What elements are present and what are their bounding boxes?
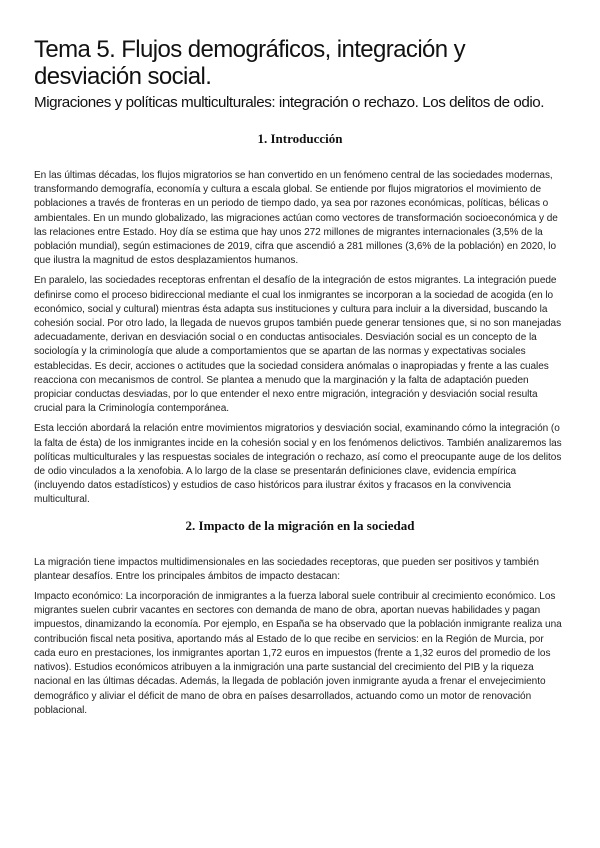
paragraph: La migración tiene impactos multidimensionales en las sociedades receptoras, que pueden ser positivos y también plantear desafíos. Entre los principales ámbitos de impacto destacan: [34,556,539,582]
paragraph: En paralelo, las sociedades receptoras enfrentan el desafío de la integración de estos migrantes. La integración puede definirse como el proceso bidireccional mediante el cual los inmigrantes se incorporan a la sociedad de acogida (en lo económico, social y cultural) mientras ésta adapta sus instituciones y cultura para incluir a la diversidad, buscando la cohesión social. Por otro lado, la llegada de nuevos grupos también puede generar tensiones que, si no son manejadas adecuadamente, derivan en desviación social o en conductas antisociales. Desviación social es un concepto de la sociología y la criminología que alude a comportamientos que se apartan de las normas y expectativas sociales establecidas. Es decir, acciones o actitudes que la sociedad considera anómalas o inapropiadas y frente a las cuales reacciona con mecanismos de control. Se plantea a menudo que la marginación y la falta de adaptación pueden propiciar conductas desviadas, por lo que entender el nexo entre migración, integración y desviación social resulta crucial para la Criminología contemporánea. [34,275,562,415]
document-title: Tema 5. Flujos demográficos, integración y desviación social. [34,36,466,90]
document-subtitle: Migraciones y políticas multiculturales: integración o rechazo. Los delitos de odio. [34,94,545,111]
section-heading-introduccion: 1. Introducción [257,131,343,146]
paragraph: Impacto económico: La incorporación de inmigrantes a la fuerza laboral suele contribuir al crecimiento económico. Los migrantes suelen cubrir vacantes en sectores con demanda de mano de obra, aportan nuevas habilidades y pagan impuestos, dinamizando la economía. Por ejemplo, en España se ha observado que la población inmigrante realiza una contribución fiscal neta positiva, aportando más al Estado de lo que recibe en servicios: en la Región de Murcia, por cada euro en prestaciones, los inmigrantes aportan 1,72 euros en impuestos (frente a 1,32 euros del promedio de los nativos). Estudios económicos atribuyen a la inmigración una parte sustancial del crecimiento del PIB y la riqueza nacional en las últimas décadas. Además, la llegada de población joven inmigrante ayuda a frenar el envejecimiento demográfico y aliviar el déficit de mano de obra en países desarrollados, actuando como un motor de renovación poblacional. [34,591,562,716]
section-heading-impacto: 2. Impacto de la migración en la sociedad [185,517,415,533]
paragraph: Esta lección abordará la relación entre movimientos migratorios y desviación social, examinando cómo la integración (o la falta de ésta) de los inmigrantes incide en la cohesión social y en los fenómenos delictivos. También analizaremos las políticas multiculturales y las respuestas sociales de integración o rechazo, así como el preocupante auge de los delitos de odio vinculados a la xenofobia. A lo largo de la clase se presentarán definiciones clave, evidencia empírica (incluyendo datos estadísticos) y estudios de caso históricos para ilustrar éxitos y fracasos en la convivencia multicultural. [34,423,562,506]
paragraph: En las últimas décadas, los flujos migratorios se han convertido en un fenómeno central de las sociedades modernas, transformando demografía, economía y cultura a escala global. Se entiende por flujos migratorios el movimiento de poblaciones a través de fronteras en un periodo de tiempo dado, ya sea por razones económicas, políticas, bélicas o ambientales. En un mundo globalizado, las migraciones actúan como vectores de transformación socioeconómica y de las relaciones entre Estado. Hoy día se estima que hay unos 272 millones de migrantes internacionales (3,5% de la población mundial), según estimaciones de 2019, cifra que ascendió a 281 millones (3,6% de la población) en 2020, lo que ilustra la magnitud de estos desplazamientos humanos. [34,170,558,267]
